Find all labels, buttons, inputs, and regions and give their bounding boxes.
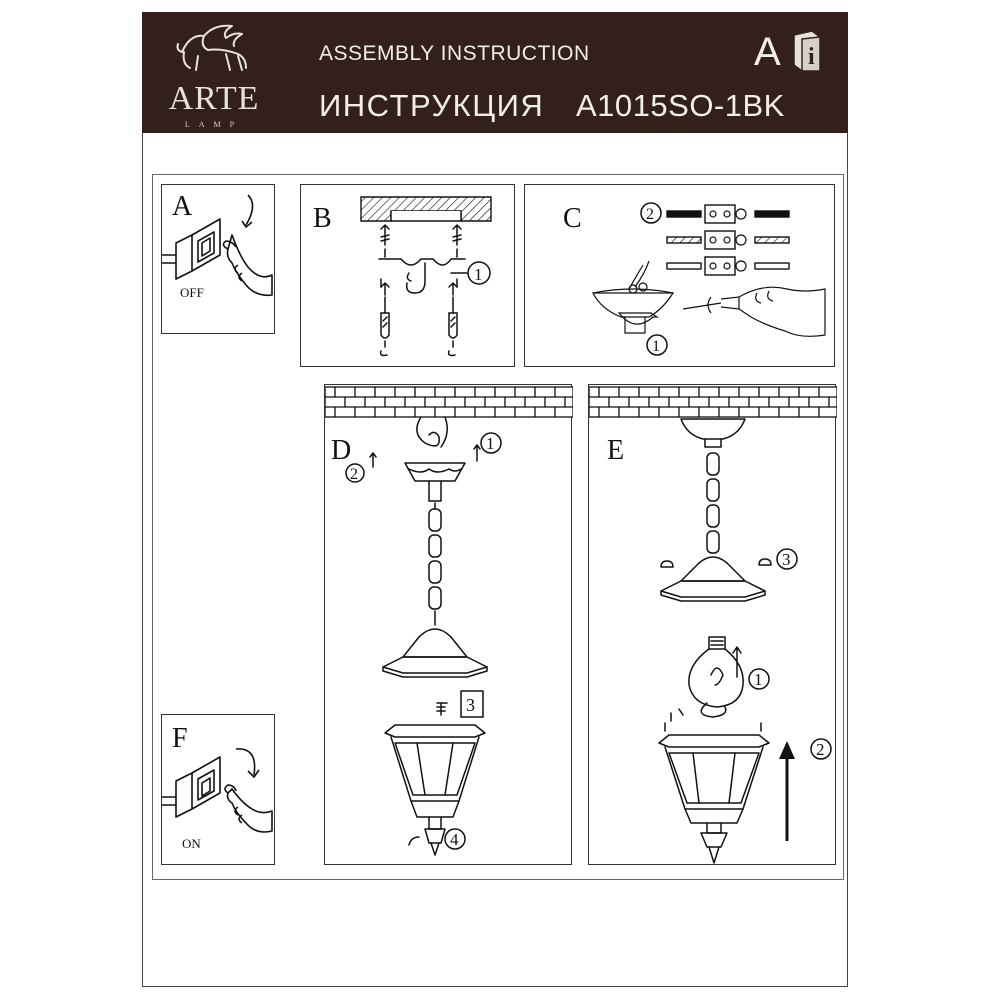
panel-d-step-3: 3 bbox=[466, 695, 475, 715]
wall-switch-on-illustration bbox=[162, 715, 276, 866]
panel-d-step-1: 1 bbox=[486, 434, 495, 453]
wiring-illustration bbox=[525, 185, 836, 368]
language-letter: A bbox=[754, 30, 781, 74]
brand-name: ARTE bbox=[168, 80, 260, 117]
panel-b-step-1: 1 bbox=[474, 265, 483, 284]
ceiling-bracket-illustration bbox=[301, 185, 516, 368]
panel-e-step-3: 3 bbox=[782, 550, 791, 569]
title-english: ASSEMBLY INSTRUCTION bbox=[319, 42, 590, 65]
panel-d-step-2: 2 bbox=[350, 466, 358, 483]
panel-c bbox=[524, 184, 835, 367]
chain-hanging-illustration bbox=[325, 385, 573, 866]
panel-e bbox=[588, 384, 836, 865]
panel-a-label: A bbox=[172, 191, 193, 222]
panel-b-label: B bbox=[313, 203, 332, 234]
panel-e-step-1: 1 bbox=[754, 670, 763, 689]
panel-e-step-2: 2 bbox=[816, 740, 825, 759]
panel-a bbox=[161, 184, 275, 334]
panel-c-label: C bbox=[563, 203, 582, 234]
panel-b bbox=[300, 184, 515, 367]
panel-d-label: D bbox=[331, 435, 352, 466]
panel-d bbox=[324, 384, 572, 865]
panel-f bbox=[161, 714, 275, 865]
panel-d-step-4: 4 bbox=[450, 830, 459, 849]
panel-a-caption: OFF bbox=[180, 285, 204, 300]
title-russian: ИНСТРУКЦИЯ bbox=[319, 88, 545, 123]
wall-switch-off-illustration bbox=[162, 185, 276, 335]
panel-e-label: E bbox=[607, 435, 625, 466]
manual-book-icon bbox=[792, 29, 822, 73]
panel-f-label: F bbox=[172, 723, 188, 754]
header-bar bbox=[142, 12, 848, 133]
brand-subtitle: LAMP bbox=[184, 120, 244, 129]
model-number: A1015SO-1BK bbox=[576, 88, 785, 123]
bulb-install-illustration bbox=[589, 385, 837, 866]
info-glyph: i bbox=[808, 44, 815, 70]
griffin-icon bbox=[142, 12, 282, 82]
brand-logo bbox=[142, 12, 282, 133]
panel-c-step-1: 1 bbox=[652, 338, 660, 355]
panel-f-caption: ON bbox=[182, 836, 201, 851]
panel-c-step-2: 2 bbox=[646, 206, 654, 223]
